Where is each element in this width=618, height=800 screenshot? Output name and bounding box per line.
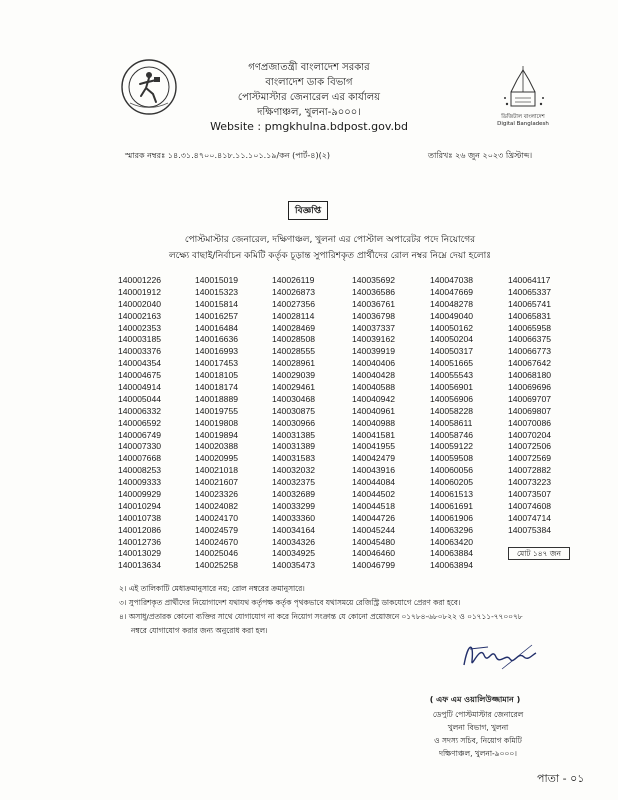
roll-number: 140073223 xyxy=(508,477,552,488)
roll-number: 140024670 xyxy=(195,536,239,547)
roll-number: 140034925 xyxy=(272,548,316,559)
roll-number: 140063296 xyxy=(430,524,474,535)
roll-number: 140065831 xyxy=(508,310,552,321)
roll-number: 140046460 xyxy=(352,548,396,559)
roll-number: 140037337 xyxy=(352,322,396,333)
roll-number: 140075384 xyxy=(508,524,552,535)
roll-number: 140056901 xyxy=(430,382,474,393)
roll-number: 140031389 xyxy=(272,441,316,452)
roll-column-4 xyxy=(352,275,426,572)
signatory-designation-3: ও সদস্য সচিব, নিয়োগ কমিটি xyxy=(434,736,522,745)
roll-number: 140072569 xyxy=(508,453,552,464)
website-url[interactable]: pmgkhulna.bdpost.gov.bd xyxy=(264,120,408,133)
roll-number: 140068180 xyxy=(508,370,552,381)
roll-number: 140040588 xyxy=(352,382,396,393)
note-2: ২। এই তালিকাটি মেধাক্রমানুসারে নয়; রোল নম্বরের ক্রমানুসারে। xyxy=(119,584,305,593)
roll-number: 140004914 xyxy=(118,382,162,393)
roll-number: 140048278 xyxy=(430,298,474,309)
roll-number: 140030966 xyxy=(272,417,316,428)
roll-number: 140019808 xyxy=(195,417,239,428)
roll-number: 140019755 xyxy=(195,405,239,416)
roll-number: 140058611 xyxy=(430,417,473,428)
roll-number: 140021607 xyxy=(195,477,239,488)
roll-number: 140026119 xyxy=(272,275,315,285)
roll-number: 140036761 xyxy=(352,298,396,309)
roll-number: 140040961 xyxy=(352,405,396,416)
roll-number: 140043916 xyxy=(352,465,396,476)
roll-number: 140031583 xyxy=(272,453,316,464)
roll-column-5 xyxy=(430,275,504,572)
roll-number: 140069707 xyxy=(508,393,552,404)
roll-number: 140010294 xyxy=(118,500,162,511)
roll-number: 140028961 xyxy=(272,358,316,369)
roll-number: 140036798 xyxy=(352,310,396,321)
roll-number: 140001912 xyxy=(118,286,162,297)
note-4-continued: নম্বরে যোগাযোগ করার জন্য অনুরোধ করা হল। xyxy=(131,626,268,635)
roll-number: 140025046 xyxy=(195,548,239,559)
roll-column-1 xyxy=(118,275,192,572)
roll-number: 140073507 xyxy=(508,489,552,500)
roll-number: 140007330 xyxy=(118,441,162,452)
roll-number: 140061691 xyxy=(430,500,474,511)
roll-number: 140018889 xyxy=(195,393,239,404)
roll-number: 140032032 xyxy=(272,465,316,476)
roll-number: 140002040 xyxy=(118,298,162,309)
roll-number: 140004675 xyxy=(118,370,162,381)
roll-number: 140031385 xyxy=(272,429,316,440)
roll-number: 140059508 xyxy=(430,453,474,464)
roll-number: 140065337 xyxy=(508,286,552,297)
header-line-address: দক্ষিণাঞ্চল, খুলনা-৯০০০। xyxy=(257,107,361,118)
roll-number: 140002163 xyxy=(118,310,162,321)
roll-number: 140032689 xyxy=(272,489,316,500)
roll-number: 140056906 xyxy=(430,393,474,404)
roll-number: 140069807 xyxy=(508,405,552,416)
roll-number: 140041955 xyxy=(352,441,396,452)
roll-number: 140044518 xyxy=(352,500,396,511)
roll-number: 140013634 xyxy=(118,560,162,571)
roll-number: 140003376 xyxy=(118,346,162,357)
roll-number: 140051665 xyxy=(430,358,474,369)
roll-number: 140006332 xyxy=(118,405,162,416)
roll-number: 140058746 xyxy=(430,429,474,440)
roll-column-6 xyxy=(508,275,582,537)
header-line-government: গণপ্রজাতন্ত্রী বাংলাদেশ সরকার xyxy=(248,62,370,73)
roll-number: 140033360 xyxy=(272,512,316,523)
roll-number: 140025258 xyxy=(195,560,239,571)
roll-number: 140017453 xyxy=(195,358,239,369)
roll-number: 140024579 xyxy=(195,524,239,535)
digital-bangladesh-caption-bn: ডিজিটাল বাংলাদেশ xyxy=(501,114,545,120)
roll-number: 140020995 xyxy=(195,453,239,464)
roll-number: 140002353 xyxy=(118,322,162,333)
roll-number: 140023326 xyxy=(195,489,239,500)
roll-number: 140036586 xyxy=(352,286,396,297)
roll-number: 140059122 xyxy=(430,441,474,452)
roll-number: 140016993 xyxy=(195,346,239,357)
roll-number: 140040942 xyxy=(352,393,396,404)
roll-number: 140018174 xyxy=(195,382,239,393)
header-website xyxy=(0,120,618,133)
roll-number: 140016257 xyxy=(195,310,239,321)
roll-number: 140063894 xyxy=(430,560,474,571)
digital-bangladesh-caption-en: Digital Bangladesh xyxy=(497,120,549,127)
roll-number: 140044502 xyxy=(352,489,396,500)
roll-number: 140015814 xyxy=(195,298,239,309)
header-line-department: বাংলাদেশ ডাক বিভাগ xyxy=(265,77,353,88)
roll-number: 140046799 xyxy=(352,560,396,571)
roll-number: 140009333 xyxy=(118,477,162,488)
roll-number: 140004354 xyxy=(118,358,162,369)
roll-number: 140012086 xyxy=(118,524,162,535)
signatory-designation-4: দক্ষিণাঞ্চল, খুলনা-৯০০০। xyxy=(439,749,517,758)
roll-number: 140063420 xyxy=(430,536,474,547)
roll-number: 140040428 xyxy=(352,370,396,381)
roll-number: 140028508 xyxy=(272,334,316,345)
roll-column-3 xyxy=(272,275,346,572)
roll-number: 140005044 xyxy=(118,393,162,404)
roll-number: 140060056 xyxy=(430,465,474,476)
signatory-designation-1: ডেপুটি পোস্টমাস্টার জেনারেল xyxy=(432,710,524,719)
roll-number: 140066773 xyxy=(508,346,552,357)
roll-number: 140050317 xyxy=(430,346,474,357)
roll-number: 140074714 xyxy=(508,512,552,523)
roll-number: 140001226 xyxy=(118,275,162,285)
roll-number: 140040988 xyxy=(352,417,396,428)
roll-number: 140061513 xyxy=(430,489,474,500)
notice-title: বিজ্ঞপ্তি xyxy=(288,201,328,220)
header-line-office: পোস্টমাস্টার জেনারেল এর কার্যালয় xyxy=(237,92,381,103)
roll-number: 140013029 xyxy=(118,548,162,559)
roll-number: 140010738 xyxy=(118,512,162,523)
roll-number: 140028114 xyxy=(272,310,315,321)
roll-number: 140003185 xyxy=(118,334,162,345)
roll-number: 140020388 xyxy=(195,441,239,452)
roll-number: 140018105 xyxy=(195,370,239,381)
signatory-name: ( এফ এম ওয়ালিউজ্জামান ) xyxy=(429,695,521,704)
roll-number: 140040406 xyxy=(352,358,396,369)
roll-number: 140050162 xyxy=(430,322,474,333)
roll-number: 140047038 xyxy=(430,275,474,285)
roll-number: 140030468 xyxy=(272,393,316,404)
roll-number: 140042479 xyxy=(352,453,396,464)
roll-number: 140035473 xyxy=(272,560,316,571)
roll-number: 140074608 xyxy=(508,500,552,511)
roll-number: 140034326 xyxy=(272,536,316,547)
handwritten-signature xyxy=(458,635,538,675)
roll-number: 140049040 xyxy=(430,310,474,321)
roll-number: 140024170 xyxy=(195,512,239,523)
roll-number: 140021018 xyxy=(195,465,239,476)
roll-number: 140069696 xyxy=(508,382,552,393)
roll-number: 140039162 xyxy=(352,334,396,345)
roll-number: 140029461 xyxy=(272,382,316,393)
roll-number: 140006592 xyxy=(118,417,162,428)
roll-number: 140034164 xyxy=(272,524,316,535)
roll-number: 140045244 xyxy=(352,524,396,535)
roll-number: 140065958 xyxy=(508,322,552,333)
roll-number: 140070204 xyxy=(508,429,552,440)
roll-number: 140055543 xyxy=(430,370,474,381)
roll-number: 140072506 xyxy=(508,441,552,452)
roll-number: 140028469 xyxy=(272,322,316,333)
roll-number: 140058228 xyxy=(430,405,474,416)
roll-column-2 xyxy=(195,275,269,572)
roll-number: 140016636 xyxy=(195,334,239,345)
roll-number: 140065741 xyxy=(508,298,552,309)
roll-number: 140070086 xyxy=(508,417,552,428)
roll-number: 140030875 xyxy=(272,405,316,416)
roll-number: 140064117 xyxy=(508,275,551,285)
roll-number: 140015323 xyxy=(195,286,239,297)
note-4: ৪। অসাধু/প্রতারক কোনো ব্যক্তির সাথে যোগাযোগ না করে নিয়োগ সংক্রান্ত যে কোনো প্রয়োজনে ০১৭৮৪-৬৮০৮২২ ও ০১৭১১-৭৭০০৭৮ xyxy=(119,612,523,621)
page-number: পাতা - ০১ xyxy=(537,772,585,785)
note-3: ৩। সুপারিশকৃত প্রার্থীদের নিয়োগাদেশ যথাযথ কর্তৃপক্ষ কর্তৃক পৃথকভাবে যথাসময়ে রেজিস্ট্রি ডাকযোগে প্রেরণ করা হবে। xyxy=(119,598,461,607)
roll-number: 140072882 xyxy=(508,465,552,476)
roll-number: 140029039 xyxy=(272,370,316,381)
subject-line-2: লক্ষ্যে বাছাই/নির্বাচন কমিটি কর্তৃক চূড়ান্ত সুপারিশকৃত প্রার্থীদের রোল নম্বর নিম্নে দেয়া হলোঃ xyxy=(168,251,492,261)
roll-number: 140028555 xyxy=(272,346,316,357)
roll-number: 140007668 xyxy=(118,453,162,464)
issue-date: তারিখঃ ২৬ জুন ২০২৩ খ্রিস্টাব্দ। xyxy=(428,151,533,160)
roll-number: 140039919 xyxy=(352,346,396,357)
signatory-designation-2: খুলনা বিভাগ, খুলনা xyxy=(447,723,509,732)
total-count: মোট ১৪৭ জন xyxy=(508,547,570,560)
roll-number: 140063884 xyxy=(430,548,474,559)
roll-number: 140066375 xyxy=(508,334,552,345)
roll-number: 140033299 xyxy=(272,500,316,511)
roll-number: 140061906 xyxy=(430,512,474,523)
roll-number: 140045480 xyxy=(352,536,396,547)
roll-number: 140016484 xyxy=(195,322,239,333)
roll-number: 140050204 xyxy=(430,334,474,345)
roll-number: 140060205 xyxy=(430,477,474,488)
roll-number: 140067642 xyxy=(508,358,552,369)
roll-number: 140015019 xyxy=(195,275,239,285)
roll-number: 140044084 xyxy=(352,477,396,488)
roll-number: 140035692 xyxy=(352,275,396,285)
subject-line-1: পোস্টমাস্টার জেনারেল, দক্ষিণাঞ্চল, খুলনা এর পোস্টাল অপারেটর পদে নিয়োগের xyxy=(184,235,476,245)
roll-number: 140012736 xyxy=(118,536,162,547)
roll-number: 140008253 xyxy=(118,465,162,476)
roll-number: 140019894 xyxy=(195,429,239,440)
roll-number: 140024082 xyxy=(195,500,239,511)
roll-number: 140006749 xyxy=(118,429,162,440)
roll-number: 140041581 xyxy=(352,429,396,440)
roll-number: 140009929 xyxy=(118,489,162,500)
roll-number: 140027356 xyxy=(272,298,316,309)
roll-number: 140044726 xyxy=(352,512,396,523)
website-label: Website : xyxy=(210,120,262,133)
roll-number: 140026873 xyxy=(272,286,316,297)
roll-number: 140047669 xyxy=(430,286,474,297)
roll-number: 140032375 xyxy=(272,477,316,488)
memo-number: স্মারক নম্বরঃ ১৪.৩১.৪৭০০.৪১৮.১১.১০১.১৯/কন (পার্ট-৪)(২) xyxy=(125,151,331,160)
